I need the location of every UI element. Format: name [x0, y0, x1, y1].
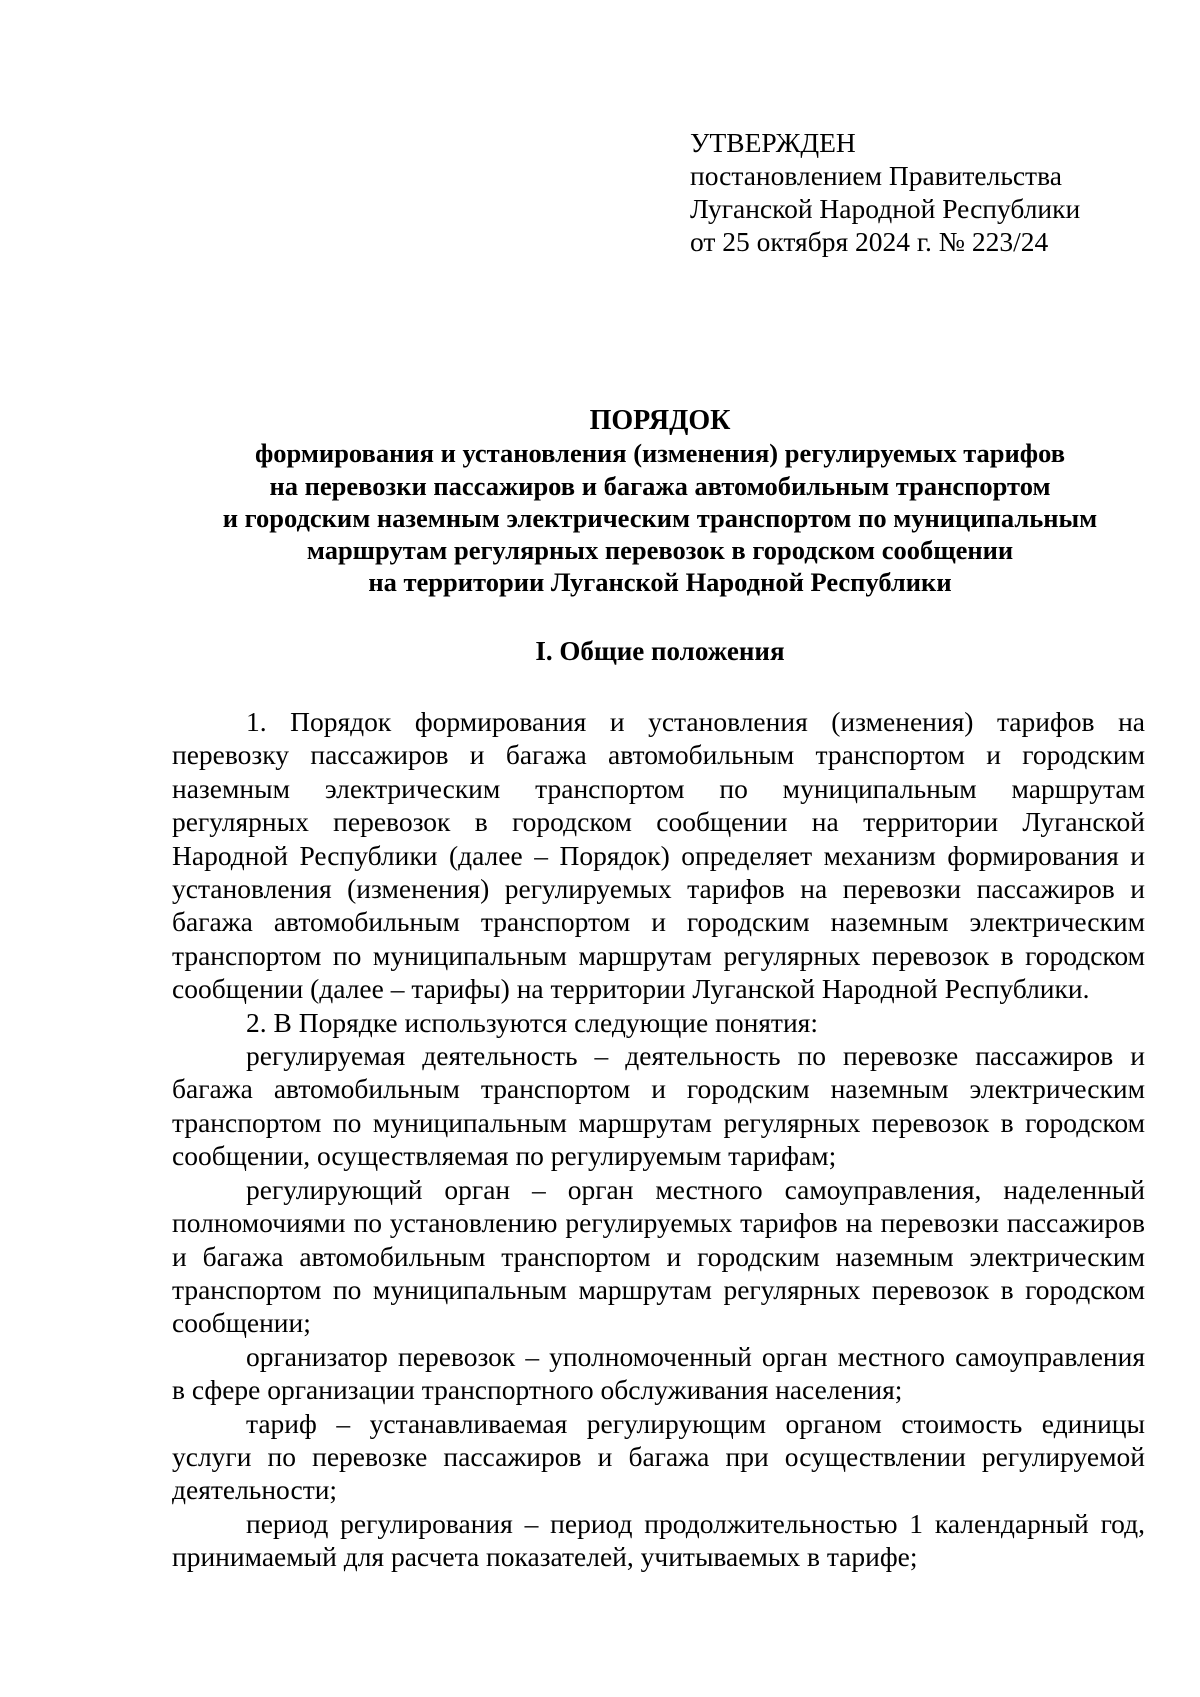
approval-heading: УТВЕРЖДЕН — [690, 127, 856, 158]
document-title: ПОРЯДОК — [589, 405, 731, 436]
definition-regulated-activity: регулируемая деятельность – деятельность по перевозке пассажиров и багажа автомобильным транспортом и городским наземным электрическим транспортом по муниципальным маршрутам регулярных перевозок в городском сообщении, осуществляемая по регулируемым тарифам; — [172, 1040, 1145, 1172]
document-subtitle-line: на территории Луганской Народной Республики — [368, 567, 952, 598]
approval-line-date-number: от 25 октября 2024 г. № 223/24 — [690, 226, 1049, 257]
document-subtitle-line: на перевозки пассажиров и багажа автомобильным транспортом — [269, 470, 1051, 501]
document-subtitle-line: формирования и установления (изменения) регулируемых тарифов — [254, 438, 1066, 469]
document-subtitle-line: маршрутам регулярных перевозок в городском сообщении — [306, 535, 1014, 566]
document-body — [172, 705, 1145, 1574]
approval-stamp-block — [690, 126, 1080, 258]
document-title-block — [150, 405, 1170, 599]
approval-line-republic: Луганской Народной Республики — [690, 193, 1081, 224]
paragraph-1: 1. Порядок формирования и установления (изменения) тарифов на перевозку пассажиров и багажа автомобильным транспортом и городским наземным электрическим транспортом по муниципальным маршрутам регулярных перевозок в городском сообщении на территории Луганской Народной Республики (далее – Порядок) определяет механизм формирования и установления (изменения) регулируемых тарифов на перевозки пассажиров и багажа автомобильным транспортом и городским наземным электрическим транспортом по муниципальным маршрутам регулярных перевозок в городском сообщении (далее – тарифы) на территории Луганской Народной Республики. — [172, 706, 1145, 1005]
definition-transport-organizer: организатор перевозок – уполномоченный орган местного самоуправления в сфере организации транспортного обслуживания населения; — [172, 1340, 1145, 1406]
definition-tariff: тариф – устанавливаемая регулирующим органом стоимость единицы услуги по перевозке пассажиров и багажа при осуществлении регулируемой деятельности; — [172, 1407, 1145, 1506]
document-subtitle-line: и городским наземным электрическим транспортом по муниципальным — [222, 502, 1098, 533]
section-heading: I. Общие положения — [535, 636, 785, 666]
definition-regulating-body: регулирующий орган – орган местного самоуправления, наделенный полномочиями по установлению регулируемых тарифов на перевозки пассажиров и багажа автомобильным транспортом и городским наземным электрическим транспортом по муниципальным маршрутам регулярных перевозок в городском сообщении; — [172, 1173, 1145, 1339]
definition-regulation-period: период регулирования – период продолжительностью 1 календарный год, принимаемый для расчета показателей, учитываемых в тарифе; — [172, 1507, 1145, 1573]
approval-line-resolution: постановлением Правительства — [690, 160, 1062, 191]
paragraph-2: 2. В Порядке используются следующие понятия: — [246, 1006, 818, 1038]
